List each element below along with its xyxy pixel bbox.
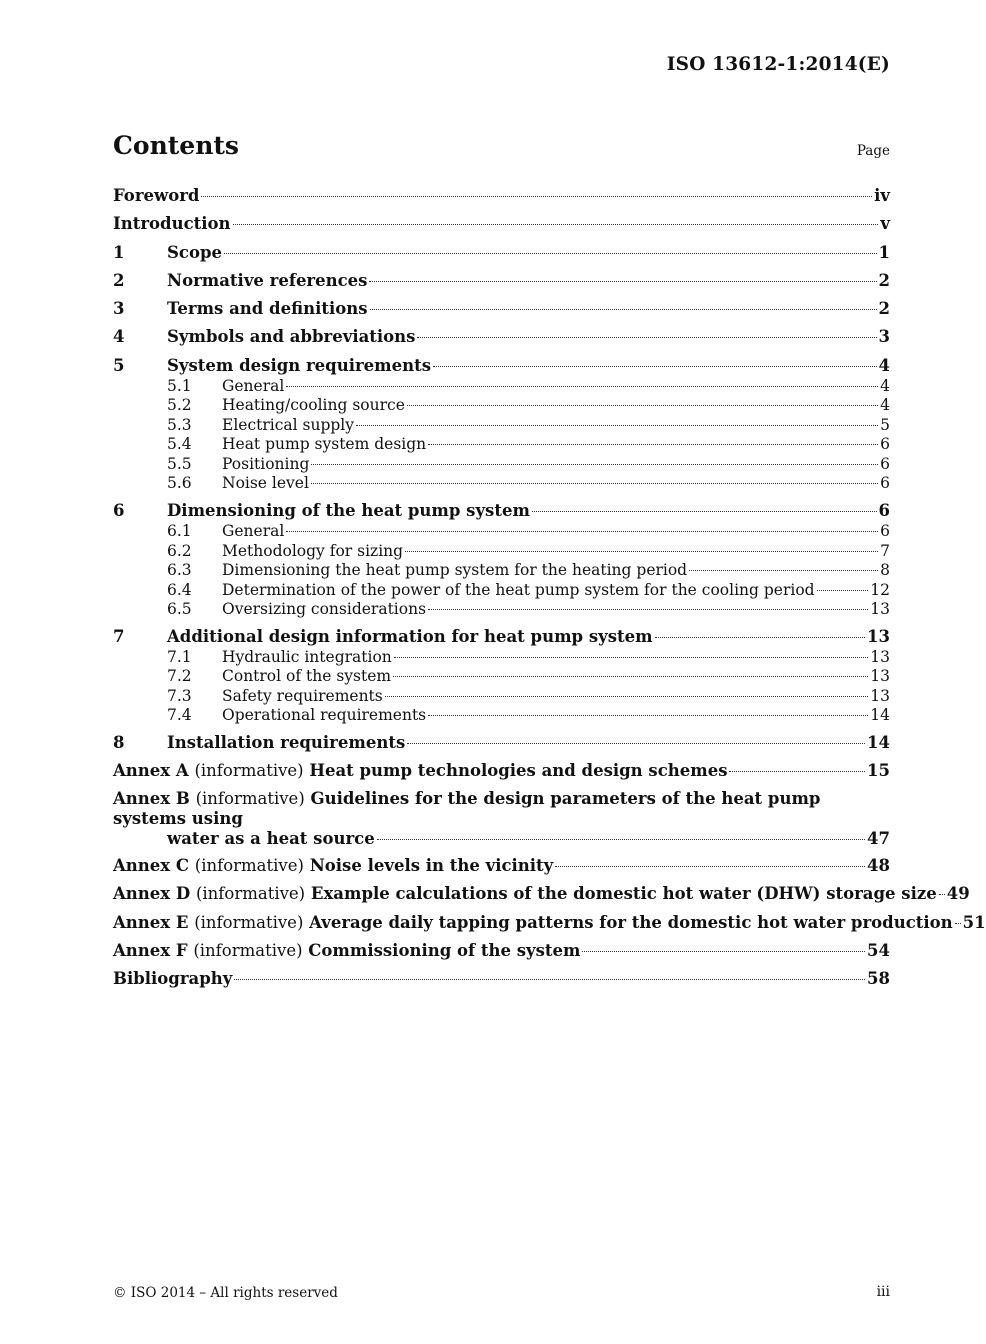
- leader-dots: [939, 894, 945, 895]
- toc-page: 51: [962, 912, 986, 932]
- toc-entry-subclause-5-5[interactable]: [113, 455, 890, 475]
- toc-entry-subclause-6-1[interactable]: [113, 522, 890, 542]
- toc-title: Scope: [167, 242, 223, 262]
- toc-number: 6: [113, 501, 125, 521]
- leader-dots: [407, 743, 865, 744]
- toc-page: 4: [878, 355, 890, 375]
- toc-title: Dimensioning the heat pump system for the heating period: [222, 561, 688, 580]
- toc-page: 13: [870, 600, 890, 619]
- toc-page: 3: [878, 327, 890, 347]
- toc-number: 6.2: [167, 541, 192, 560]
- toc-entry-annex-b[interactable]: [113, 789, 890, 849]
- toc-entry-annex-f[interactable]: [113, 940, 890, 962]
- toc-page: 4: [880, 396, 890, 415]
- toc-entry-clause-2[interactable]: [113, 270, 890, 292]
- leader-dots: [955, 923, 961, 924]
- toc-page: 2: [878, 299, 890, 319]
- toc-entry-clause-1[interactable]: [113, 242, 890, 264]
- annex-title: Commissioning of the system: [308, 940, 581, 960]
- toc-number: 6.5: [167, 600, 192, 619]
- toc-entry-clause-4[interactable]: [113, 326, 890, 348]
- toc-page: 1: [878, 242, 890, 262]
- toc-page: 13: [870, 647, 890, 666]
- leader-dots: [655, 637, 865, 638]
- leader-dots: [286, 531, 878, 532]
- annex-label: Annex D: [113, 884, 191, 904]
- toc-page: 12: [870, 580, 890, 599]
- toc-entry-clause-8[interactable]: [113, 732, 890, 754]
- toc-entry-foreword[interactable]: [113, 185, 890, 207]
- standard-identifier: ISO 13612-1:2014(E): [666, 54, 890, 75]
- toc-title: Installation requirements: [167, 733, 406, 753]
- toc-page: 4: [880, 376, 890, 395]
- toc-number: 5.2: [167, 396, 192, 415]
- toc-page: 14: [867, 733, 890, 753]
- toc-title: Additional design information for heat pump system: [167, 626, 653, 646]
- toc-entry-clause-5[interactable]: [113, 355, 890, 377]
- leader-dots: [370, 309, 877, 310]
- toc-entry-clause-6[interactable]: [113, 500, 890, 522]
- toc-number: 7.4: [167, 706, 192, 725]
- toc-title: [113, 940, 580, 962]
- toc-page: 7: [880, 541, 890, 560]
- toc-title-line-2: [113, 829, 890, 849]
- leader-dots: [428, 609, 868, 610]
- page-column-label: Page: [856, 143, 890, 159]
- toc-page: v: [880, 214, 890, 234]
- toc-number: 2: [113, 270, 125, 290]
- toc-title: Safety requirements: [222, 686, 383, 705]
- toc-number: 7.3: [167, 686, 192, 705]
- toc-title: [113, 855, 553, 877]
- toc-entry-subclause-5-1[interactable]: [113, 377, 890, 397]
- annex-type: (informative): [194, 761, 304, 781]
- toc-page: 47: [867, 828, 890, 848]
- toc-number: 5.3: [167, 415, 192, 434]
- toc-page: 13: [870, 667, 890, 686]
- toc-page: 2: [878, 270, 890, 290]
- annex-label: Annex E: [113, 912, 189, 932]
- leader-dots: [555, 866, 865, 867]
- leader-dots: [689, 570, 878, 571]
- leader-dots: [394, 657, 868, 658]
- toc-title-line-1: [113, 789, 890, 829]
- leader-dots: [433, 366, 876, 367]
- annex-title: Guidelines for the design parameters of the heat pump systems using: [113, 788, 821, 828]
- leader-dots: [428, 715, 868, 716]
- toc-title: System design requirements: [167, 355, 432, 375]
- toc-page: 54: [867, 940, 890, 960]
- toc-entry-annex-d[interactable]: [113, 883, 970, 905]
- toc-title: Operational requirements: [222, 706, 427, 725]
- toc-title: General: [222, 376, 285, 395]
- annex-title: Example calculations of the domestic hot water (DHW) storage size: [310, 884, 937, 904]
- leader-dots: [234, 979, 865, 980]
- toc-title: Dimensioning of the heat pump system: [167, 501, 530, 521]
- toc-entry-subclause-5-3[interactable]: [113, 416, 890, 436]
- annex-title-continued: water as a heat source: [167, 828, 375, 848]
- toc-title: Positioning: [222, 454, 310, 473]
- toc-number: 3: [113, 299, 125, 319]
- toc-page: 6: [880, 435, 890, 454]
- leader-dots: [582, 951, 865, 952]
- toc-page: 6: [880, 522, 890, 541]
- toc-page: 5: [880, 415, 890, 434]
- leader-dots: [385, 696, 869, 697]
- toc-title: Symbols and abbreviations: [167, 327, 416, 347]
- toc-title: Control of the system: [222, 667, 392, 686]
- toc-title: Methodology for sizing: [222, 541, 404, 560]
- annex-label: Annex F: [113, 940, 188, 960]
- toc-page: 15: [867, 761, 890, 781]
- toc-entry-subclause-7-1[interactable]: [113, 648, 890, 668]
- toc-page: 13: [870, 686, 890, 705]
- leader-dots: [393, 676, 868, 677]
- leader-dots: [428, 444, 878, 445]
- toc-number: 4: [113, 327, 125, 347]
- toc-entry-subclause-7-4[interactable]: [113, 706, 890, 726]
- leader-dots: [417, 337, 876, 338]
- toc-title: Terms and definitions: [167, 299, 368, 319]
- leader-dots: [532, 511, 877, 512]
- toc-entry-annex-e[interactable]: [113, 912, 986, 934]
- toc-title: Heat pump system design: [222, 435, 427, 454]
- toc-page: 6: [878, 501, 890, 521]
- toc-title: Electrical supply: [222, 415, 355, 434]
- toc-entry-annex-a[interactable]: [113, 760, 890, 782]
- toc-page: 8: [880, 561, 890, 580]
- toc-page: 49: [946, 884, 970, 904]
- leader-dots: [407, 405, 878, 406]
- toc-number: 5.4: [167, 435, 192, 454]
- toc-number: 5.1: [167, 376, 192, 395]
- toc-number: 7.2: [167, 667, 192, 686]
- toc-number: 5: [113, 355, 125, 375]
- toc-number: 6.3: [167, 561, 192, 580]
- leader-dots: [817, 590, 869, 591]
- annex-title: Heat pump technologies and design schemes: [309, 761, 728, 781]
- toc-entry-subclause-5-4[interactable]: [113, 435, 890, 455]
- annex-type: (informative): [195, 884, 306, 904]
- contents-heading: Contents: [113, 131, 240, 160]
- toc-title: Determination of the power of the heat pump system for the cooling period: [222, 580, 815, 599]
- leader-dots: [311, 483, 878, 484]
- toc-page: iv: [874, 186, 890, 205]
- toc-number: 5.5: [167, 454, 192, 473]
- annex-label: Annex C: [113, 856, 190, 876]
- toc-number: 6.1: [167, 522, 192, 541]
- toc-number: 8: [113, 733, 125, 753]
- toc-entry-annex-c[interactable]: [113, 855, 890, 877]
- toc-number: 7: [113, 626, 125, 646]
- leader-dots: [233, 224, 879, 225]
- page-number: iii: [876, 1284, 890, 1300]
- leader-dots: [356, 425, 878, 426]
- toc-title: Introduction: [113, 214, 231, 234]
- toc-title: Bibliography: [113, 969, 233, 989]
- toc-entry-subclause-6-4[interactable]: [113, 581, 890, 601]
- leader-dots: [405, 551, 878, 552]
- toc-title: Heating/cooling source: [222, 396, 405, 415]
- leader-dots: [311, 464, 878, 465]
- annex-label: Annex A: [113, 761, 189, 781]
- toc-entry-introduction[interactable]: [113, 213, 890, 235]
- toc-number: 5.6: [167, 474, 192, 493]
- toc-title: [113, 760, 727, 782]
- toc-entry-clause-7[interactable]: [113, 626, 890, 648]
- toc-page: 13: [867, 626, 890, 646]
- toc-entry-subclause-6-5[interactable]: [113, 600, 890, 620]
- annex-type: (informative): [195, 788, 305, 808]
- toc-title: Foreword: [113, 186, 200, 205]
- annex-type: (informative): [194, 912, 304, 932]
- annex-type: (informative): [193, 940, 303, 960]
- toc-entry-subclause-6-3[interactable]: [113, 561, 890, 581]
- table-of-contents: [113, 185, 986, 990]
- toc-entry-bibliography[interactable]: [113, 968, 890, 990]
- annex-title: Noise levels in the vicinity: [309, 856, 554, 876]
- toc-title: Normative references: [167, 270, 368, 290]
- toc-title: Oversizing considerations: [222, 600, 427, 619]
- toc-page: 14: [870, 706, 890, 725]
- annex-type: (informative): [194, 856, 304, 876]
- toc-entry-subclause-5-6[interactable]: [113, 474, 890, 494]
- toc-page: 6: [880, 474, 890, 493]
- toc-number: 6.4: [167, 580, 192, 599]
- leader-dots: [201, 196, 872, 197]
- toc-title: General: [222, 522, 285, 541]
- toc-entry-subclause-7-2[interactable]: [113, 667, 890, 687]
- annex-title: Average daily tapping patterns for the domestic hot water production: [309, 912, 953, 932]
- toc-page: 58: [867, 969, 890, 989]
- leader-dots: [369, 281, 876, 282]
- toc-entry-subclause-7-3[interactable]: [113, 687, 890, 707]
- leader-dots: [286, 386, 878, 387]
- leader-dots: [224, 253, 877, 254]
- toc-title: [113, 883, 937, 905]
- toc-title: Hydraulic integration: [222, 647, 392, 666]
- copyright-notice: © ISO 2014 – All rights reserved: [113, 1285, 338, 1301]
- toc-title: [113, 912, 953, 934]
- toc-entry-clause-3[interactable]: [113, 298, 890, 320]
- toc-page: 48: [867, 856, 890, 876]
- toc-title: Noise level: [222, 474, 309, 493]
- annex-label: Annex B: [113, 788, 190, 808]
- leader-dots: [729, 771, 865, 772]
- toc-number: 1: [113, 242, 125, 262]
- toc-entry-subclause-5-2[interactable]: [113, 396, 890, 416]
- toc-number: 7.1: [167, 647, 192, 666]
- leader-dots: [377, 839, 865, 840]
- toc-page: 6: [880, 454, 890, 473]
- toc-entry-subclause-6-2[interactable]: [113, 542, 890, 562]
